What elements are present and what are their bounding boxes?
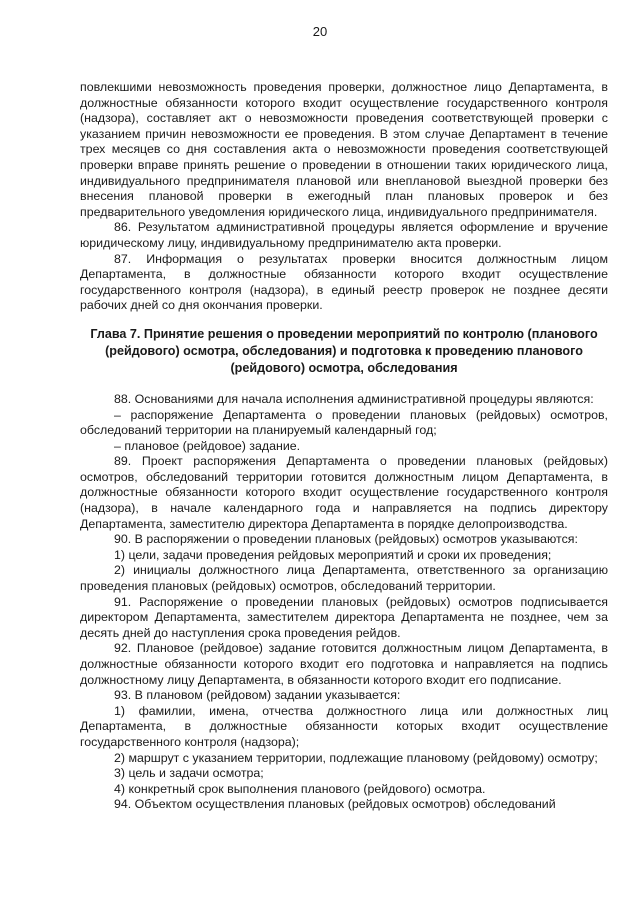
- paragraph-86: 86. Результатом административной процедуры является оформление и вручение юридическому лицу, индивидуальному предпринимателю акта проверки.: [80, 220, 608, 250]
- paragraph-93-item-2: 2) маршрут с указанием территории, подлежащие плановому (рейдовому) осмотру;: [114, 750, 598, 765]
- paragraph-90-item-1: 1) цели, задачи проведения рейдовых мероприятий и сроки их проведения;: [114, 547, 552, 562]
- paragraph-88: 88. Основаниями для начала исполнения административной процедуры являются:: [114, 391, 594, 406]
- paragraph-87: 87. Информация о результатах проверки вносится должностным лицом Департамента, в должностные обязанности которого входит осуществление государственного контроля (надзора), в единый реестр проверок не позднее десяти рабочих дней со дня окончания проверки.: [80, 251, 608, 313]
- paragraph-90: 90. В распоряжении о проведении плановых (рейдовых) осмотров указываются:: [114, 532, 578, 547]
- paragraph-94: 94. Объектом осуществления плановых (рейдовых осмотров) обследований: [114, 797, 556, 812]
- paragraph-91: 91. Распоряжение о проведении плановых (рейдовых) осмотров подписывается директором Департамента, заместителем директора Департамента не позднее, чем за десять дней до наступления срока проведения рейдов.: [80, 594, 608, 640]
- paragraph-93-item-4: 4) конкретный срок выполнения планового (рейдового) осмотра.: [114, 781, 486, 796]
- document-body: [80, 80, 608, 813]
- paragraph-93: 93. В плановом (рейдовом) задании указывается:: [114, 688, 401, 703]
- paragraph-88-item-2: – плановое (рейдовое) задание.: [114, 438, 301, 453]
- paragraph-89: 89. Проект распоряжения Департамента о проведении плановых (рейдовых) осмотров, обследований территории готовится должностным лицом Департамента, в должностные обязанности которого входит осуществление государственного контроля (надзора), в начале календарного года и направляется на подпись директору Департамента, заместителю директора Департамента в порядке делопроизводства.: [80, 454, 608, 531]
- paragraph-92: 92. Плановое (рейдовое) задание готовится должностным лицом Департамента, в должностные обязанности которого входит его подготовка и направляется на подпись должностному лицу Департамента, в обязанности которого входит его подписание.: [80, 641, 608, 687]
- paragraph-88-item-1: – распоряжение Департамента о проведении плановых (рейдовых) осмотров, обследований территории на планируемый календарный год;: [80, 407, 608, 438]
- paragraph-93-item-3: 3) цель и задачи осмотра;: [114, 766, 264, 781]
- paragraph-continuation: повлекшими невозможность проведения проверки, должностное лицо Департамента, в должностные обязанности которого входит осуществление государственного контроля (надзора), составляет акт о невозможности проведения соответствующей проверки с указанием причин невозможности ее проведения. В этом случае Департамент в течение трех месяцев со дня составления акта о невозможности проведения соответствующей проверки вправе принять решение о проведении в отношении таких юридического лица, индивидуального предпринимателя плановой или внеплановой выездной проверки без внесения плановой проверки в ежегодный план плановых проверок и без предварительного уведомления юридического лица, индивидуального предпринимателя.: [80, 80, 608, 219]
- page-number: 20: [312, 24, 328, 39]
- paragraph-93-item-1: 1) фамилии, имена, отчества должностного лица или должностных лиц Департамента, в должностные обязанности которых входит осуществление государственного контроля (надзора);: [80, 703, 608, 749]
- chapter-heading: Глава 7. Принятие решения о проведении мероприятий по контролю (планового (рейдового) осмотра, обследования) и подготовка к проведению планового (рейдового) осмотра, обследования: [90, 326, 598, 375]
- paragraph-90-item-2: 2) инициалы должностного лица Департамента, ответственного за организацию проведения плановых (рейдовых) осмотров, обследований территории.: [80, 563, 608, 594]
